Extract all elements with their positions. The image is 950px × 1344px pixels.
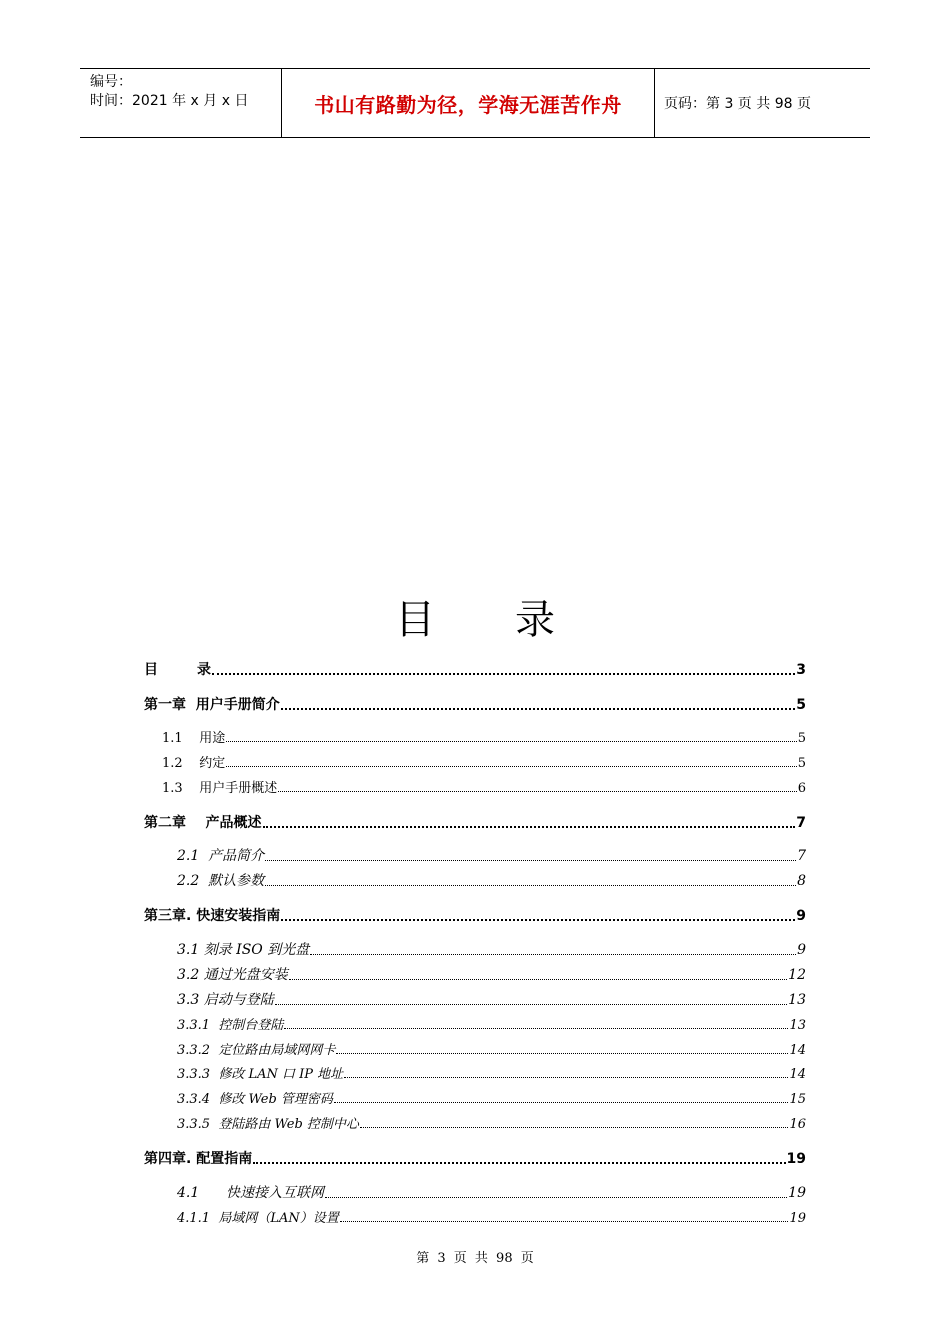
toc-leader	[310, 953, 796, 955]
toc-leader	[344, 1076, 788, 1078]
toc-entry-page: 5	[797, 731, 806, 746]
toc-entry[interactable]	[177, 1207, 806, 1226]
toc-entry-page: 19	[789, 1211, 806, 1226]
toc-leader	[253, 1161, 785, 1164]
toc-leader	[212, 672, 795, 675]
toc-entry-label: 第一章 用户手册简介	[144, 697, 280, 713]
toc-entry-page: 5	[797, 756, 806, 771]
toc-leader	[325, 1196, 787, 1198]
toc-entry[interactable]	[177, 845, 806, 865]
toc-leader	[226, 740, 797, 742]
toc-entry[interactable]	[177, 1039, 806, 1058]
toc-entry[interactable]	[177, 939, 806, 959]
toc-entry-label: 4.1 快速接入互联网	[177, 1185, 324, 1201]
toc-entry-label: 1.1 用途	[162, 731, 226, 746]
toc-leader	[263, 825, 796, 828]
toc-entry-page: 14	[789, 1067, 806, 1082]
toc-entry-page: 5	[796, 697, 806, 713]
header-motto: 书山有路勤为径，学海无涯苦作舟	[314, 92, 622, 117]
toc-entry-label: 1.3 用户手册概述	[162, 781, 278, 796]
toc-entry-page: 9	[796, 908, 806, 924]
toc-leader	[281, 707, 796, 710]
toc-entry-label: 1.2 约定	[162, 756, 226, 771]
toc-entry[interactable]	[144, 812, 806, 832]
toc-entry-page: 13	[789, 1018, 806, 1033]
toc-entry-label: 第二章 产品概述	[144, 815, 262, 831]
toc-entry-label: 3.3.4 修改 Web 管理密码	[177, 1092, 333, 1107]
toc-entry-label: 3.3 启动与登陆	[177, 992, 274, 1008]
toc-entry-page: 3	[796, 662, 806, 678]
page-header	[80, 68, 870, 138]
toc-entry-page: 13	[788, 992, 806, 1008]
toc-entry-page: 19	[788, 1185, 806, 1201]
toc-leader	[275, 1003, 787, 1005]
header-meta	[80, 69, 280, 137]
toc-entry[interactable]	[162, 752, 806, 771]
toc-entry-label: 第四章. 配置指南	[144, 1151, 253, 1167]
toc-entry[interactable]	[144, 905, 806, 925]
toc-entry-page: 7	[797, 848, 806, 864]
toc-entry[interactable]	[177, 964, 806, 984]
toc-leader	[278, 790, 797, 792]
toc-entry-label: 目 录	[144, 662, 211, 678]
toc-entry-label: 3.3.5 登陆路由 Web 控制中心	[177, 1117, 359, 1132]
toc-entry-label: 3.3.1 控制台登陆	[177, 1018, 284, 1033]
toc-leader	[281, 918, 795, 921]
toc-leader	[284, 1027, 788, 1029]
toc-entry[interactable]	[177, 1113, 806, 1132]
document-number: 编号：	[90, 74, 132, 90]
toc-entry-page: 8	[797, 873, 806, 889]
toc-entry-label: 4.1.1 局域网（LAN）设置	[177, 1211, 339, 1226]
toc-entry[interactable]	[177, 1088, 806, 1107]
header-page-cell	[654, 69, 870, 137]
toc-entry[interactable]	[144, 1148, 806, 1168]
toc-entry-label: 3.3.2 定位路由局域网网卡	[177, 1043, 336, 1058]
toc-leader	[340, 1220, 789, 1222]
header-page-info: 页码：第 3 页 共 98 页	[664, 96, 811, 112]
toc-entry-page: 15	[789, 1092, 806, 1107]
toc-entry-page: 9	[797, 942, 806, 958]
toc-entry-page: 16	[789, 1117, 806, 1132]
toc-title: 目录	[395, 597, 635, 643]
toc-leader	[265, 859, 796, 861]
toc-entry-label: 3.3.3 修改 LAN 口 IP 地址	[177, 1067, 344, 1082]
toc-entry[interactable]	[177, 870, 806, 890]
toc-entry[interactable]	[177, 1063, 806, 1082]
toc-entry-label: 2.2 默认参数	[177, 873, 265, 889]
toc-entry[interactable]	[162, 777, 806, 796]
toc-entry[interactable]	[144, 694, 806, 714]
document-date: 时间：2021 年 x 月 x 日	[90, 93, 249, 109]
toc-entry-page: 7	[796, 815, 806, 831]
toc-leader	[289, 978, 787, 980]
toc-entry[interactable]	[144, 659, 806, 679]
toc-entry[interactable]	[177, 1014, 806, 1033]
toc-entry-label: 第三章. 快速安装指南	[144, 908, 281, 924]
toc-entry-label: 2.1 产品简介	[177, 848, 265, 864]
toc-leader	[226, 765, 797, 767]
toc-entry[interactable]	[177, 1182, 806, 1202]
toc-leader	[336, 1052, 788, 1054]
toc-entry[interactable]	[162, 727, 806, 746]
header-motto-cell	[281, 69, 655, 137]
toc-leader	[360, 1126, 789, 1128]
toc-entry-page: 19	[786, 1151, 806, 1167]
page-footer: 第 3 页 共 98 页	[416, 1251, 534, 1266]
toc-entry-label: 3.2 通过光盘安装	[177, 967, 288, 983]
toc-leader	[334, 1101, 789, 1103]
toc-entry-page: 12	[788, 967, 806, 983]
toc-entry[interactable]	[177, 989, 806, 1009]
toc-entry-label: 3.1 刻录 ISO 到光盘	[177, 942, 310, 958]
toc-entry-page: 14	[789, 1043, 806, 1058]
toc-leader	[265, 884, 796, 886]
toc-entry-page: 6	[797, 781, 806, 796]
